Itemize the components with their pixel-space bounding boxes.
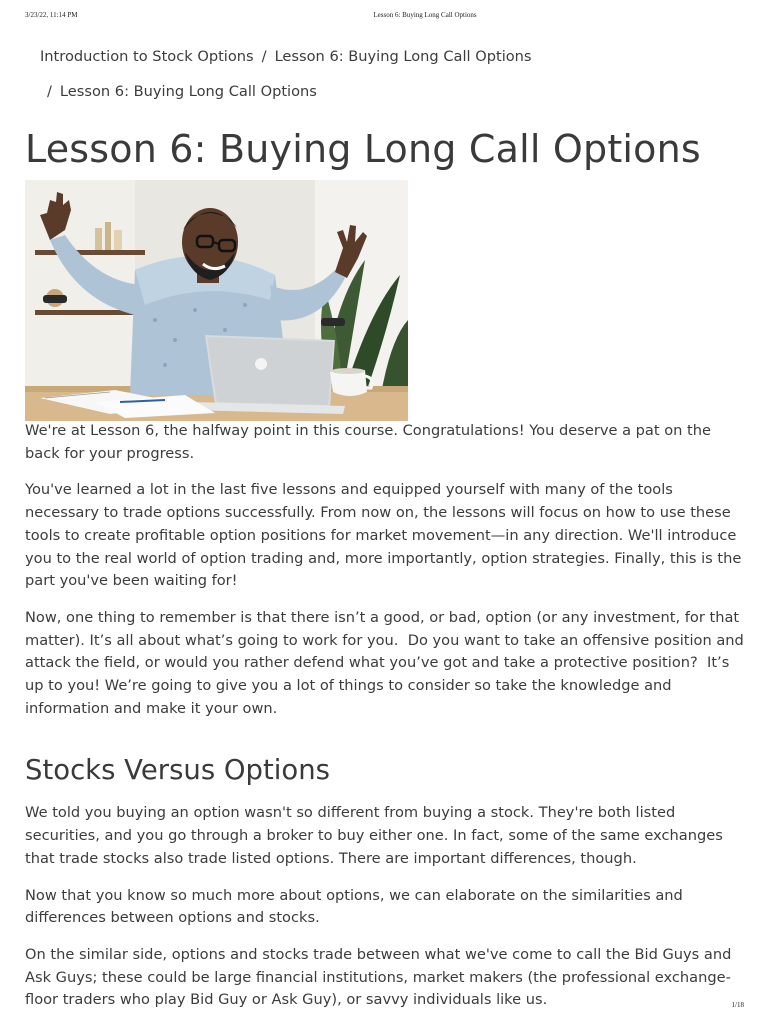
page-number: 1/18 — [731, 1001, 744, 1009]
article-body — [25, 420, 745, 1026]
print-header — [0, 11, 768, 23]
section-paragraph: We told you buying an option wasn't so different from buying a stock. They're both listed securities, and you go through a broker to buy either one. In fact, some of the same exchanges that trade stocks also trade listed options. There are important differences, though. — [25, 804, 723, 867]
hero-image — [25, 180, 408, 421]
hero-illustration — [25, 180, 408, 421]
section-heading: Stocks Versus Options — [25, 754, 331, 787]
breadcrumb-current-page[interactable]: Lesson 6: Buying Long Call Options — [59, 83, 317, 100]
section-paragraph: On the similar side, options and stocks trade between what we've come to call the Bid Guys and Ask Guys; these could be large financial institutions, market makers (the professional exchange-floor traders who play Bid Guy or Ask Guy), or savvy individuals like us. — [25, 945, 732, 1009]
breadcrumb-separator: / — [47, 83, 52, 100]
breadcrumb-row — [40, 48, 532, 65]
intro-paragraph: We're at Lesson 6, the halfway point in this course. Congratulations! You deserve a pat on the back for your progress. — [25, 422, 711, 462]
intro-paragraph: You've learned a lot in the last five lessons and equipped yourself with many of the tools necessary to trade options successfully. From now on, the lessons will focus on how to use these tools to create profitable option positions for market movement—in any direction. We'll introduce you to the real world of option trading and, more importantly, option strategies. Finally, this is the part you've been waiting for! — [25, 481, 742, 590]
breadcrumb-lesson-link[interactable]: Lesson 6: Buying Long Call Options — [274, 48, 532, 65]
print-doc-title: Lesson 6: Buying Long Call Options — [373, 11, 477, 19]
breadcrumb-row — [47, 83, 317, 100]
section-paragraph: Now that you know so much more about options, we can elaborate on the similarities and differences between options and stocks. — [25, 886, 683, 927]
page-title: Lesson 6: Buying Long Call Options — [25, 127, 701, 171]
breadcrumb-separator: / — [261, 48, 267, 65]
breadcrumb-course-link[interactable]: Introduction to Stock Options — [40, 48, 254, 65]
intro-paragraph: Now, one thing to remember is that there isn’t a good, or bad, option (or any investment, for that matter). It’s all about what’s going to work for you. Do you want to take an offensive position and attack the field, or would you rather defend what you’ve got and take a protective position? It’s up to you! We’re going to give you a lot of things to consider so take the knowledge and information and make it your own. — [25, 608, 744, 717]
print-date: 3/23/22, 11:14 PM — [25, 11, 78, 19]
